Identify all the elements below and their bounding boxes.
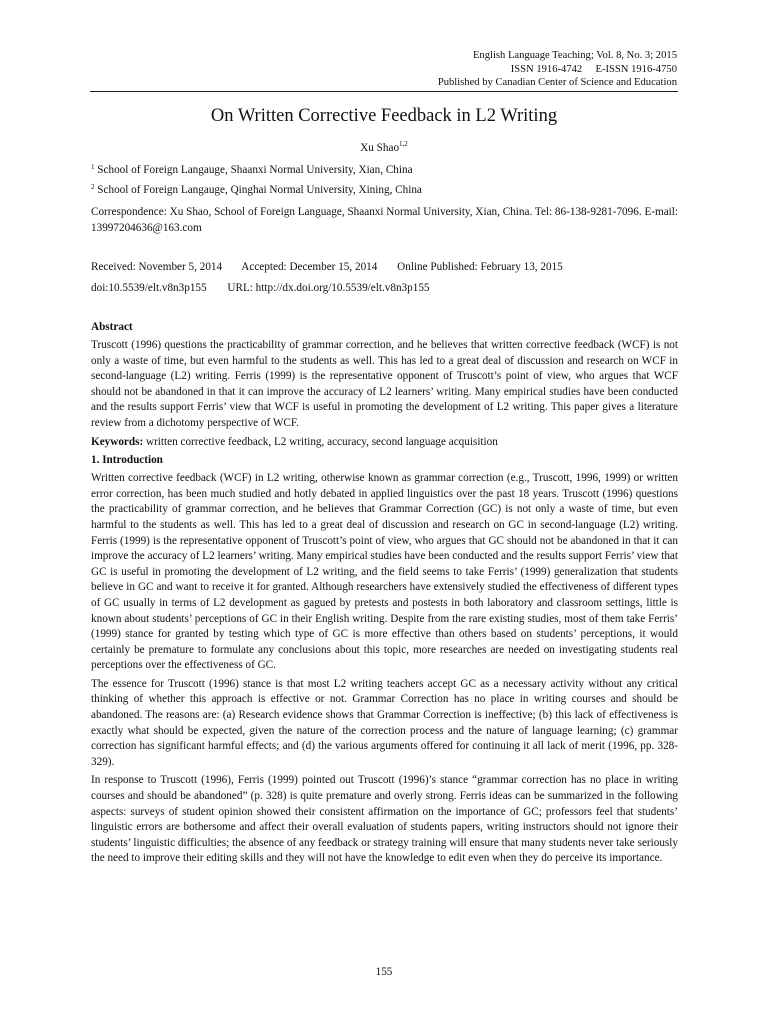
correspondence [91,205,678,236]
keywords-text: written corrective feedback, L2 writing, accuracy, second language acquisition [143,435,498,448]
publication-dates [91,260,580,275]
journal-citation: English Language Teaching; Vol. 8, No. 3; 2015 [472,50,677,61]
publisher-line: Published by Canadian Center of Science and Education [437,77,677,88]
affiliation-text: School of Foreign Langauge, Qinghai Normal University, Xining, China [97,184,422,196]
affiliation-2 [91,183,422,198]
header-rule [90,91,678,92]
keywords-label: Keywords: [91,435,144,448]
keywords [91,435,678,451]
running-header [438,49,677,90]
author-line [0,142,768,154]
affiliation-1 [91,163,413,178]
intro-paragraph-3: In response to Truscott (1996), Ferris (1999) pointed out Truscott (1996)’s stance “grammar correction has no place in writing courses and should be abandoned” (p. 328) is quite premature and overly strong. Ferris ideas can be summarized in the following aspects: surveys of student opinion showed their consistent affirmation on the importance of GC; professors feel that students’ linguistic errors are bothersome and affect their overall evaluation of students papers, writing instructors should not ignore their students’ linguistic difficulties; the absence of any feedback or strategy training will ensure that many students never take seriously the need to improve their editing skills and they will not have the knowledge to edit even when they do perceive its importance. [91,774,678,865]
author-affiliation-marks: 1,2 [399,140,408,148]
received-date: Received: November 5, 2014 [91,261,223,273]
affiliation-mark: 2 [91,183,95,191]
page-number: 155 [375,966,393,978]
published-date: Online Published: February 13, 2015 [397,261,563,273]
intro-paragraph-2: The essence for Truscott (1996) stance is that most L2 writing teachers accept GC as a necessary activity without any critical thinking of whether this approach is effective or not. Grammar Correction has no place in writing courses and should be abandoned. The reasons are: (a) Research evidence shows that Grammar Correction is ineffective; (b) this lack of effectiveness is exactly what should be expected, given the nature of the correction process and the nature of language learning; (c) grammar correction has significant harmful effects; and (d) the various arguments offered for continuing it all lack of merit (1996, pp. 328-329). [91,677,678,768]
url-link[interactable]: URL: http://dx.doi.org/10.5539/elt.v8n3p155 [227,282,430,294]
doi-text[interactable]: doi:10.5539/elt.v8n3p155 [91,282,207,294]
abstract-text: Truscott (1996) questions the practicability of grammar correction, and he believes that written corrective feedback (WCF) is not only a waste of time, but even harmful to the students as well. This has led to a great deal of discussion and research on WCF in second-language (L2) writing. Ferris (1999) is the representative opponent of Truscott’s point of view, who argues that WCF should not be abandoned in that it can improve the accuracy of L2 learners’ writing. Many empirical studies have been conducted and the results support Ferris’ view that WCF is useful in promoting the development of L2 writing. This paper gives a literature review from a dichotomy perspective of WCF. [91,339,678,429]
intro-paragraph-1: Written corrective feedback (WCF) in L2 writing, otherwise known as grammar correction (e.g., Truscott, 1996, 1999) or written error correction, has been much studied and hotly debated in applied linguistics over the past 18 years. Truscott (1996) questions the practicability of grammar correction, and he believes that Grammar Correction (GC) is not only a waste of time, but even harmful to the students as well. This has led to a great deal of discussion and research on GC in second-language (L2) writing. Ferris (1999) is the representative opponent of Truscott’s point of view, who argues that GC should not be abandoned in that it can improve the accuracy of L2 learners’ writing. Many empirical studies have been conducted and the results support Ferris’ view that GC is useful in promoting the development of L2 writing, and the field seems to take Ferris’ (1999) generalization that students believe in GC and want to receive it for granted. Although researchers have extensively studied the effectiveness of different types of GC usually in terms of L2 development as gagued by pretests and postests in both laboratory and classroom settings, little is known about students’ perceptions of GC in their English writing. Despite from the rare existing studies, most of them take Ferris’ (1999) stance for granted by testing which type of GC is more effective than others based on students’ perceptions, it would certainly be premature to formulate any conclusions about this topic, more researches are needed on investigating students real perceptions over the effectiveness of GC. [91,472,678,672]
author-name: Xu Shao [360,142,400,154]
correspondence-text: Correspondence: Xu Shao, School of Foreign Language, Shaanxi Normal University, Xian, China. Tel: 86-138-9281-7096. E-mail: 13997204636@163.com [91,206,678,234]
abstract-section [91,320,678,867]
accepted-date: Accepted: December 15, 2014 [241,261,378,273]
affiliation-mark: 1 [91,163,95,171]
issn-line: ISSN 1916-4742 E-ISSN 1916-4750 [510,63,677,75]
abstract-heading: Abstract [91,321,133,333]
affiliation-text: School of Foreign Langauge, Shaanxi Normal University, Xian, China [97,164,413,176]
doi-line [91,281,448,296]
introduction-heading: 1. Introduction [91,454,163,467]
paper-title: On Written Corrective Feedback in L2 Writing [210,106,558,126]
